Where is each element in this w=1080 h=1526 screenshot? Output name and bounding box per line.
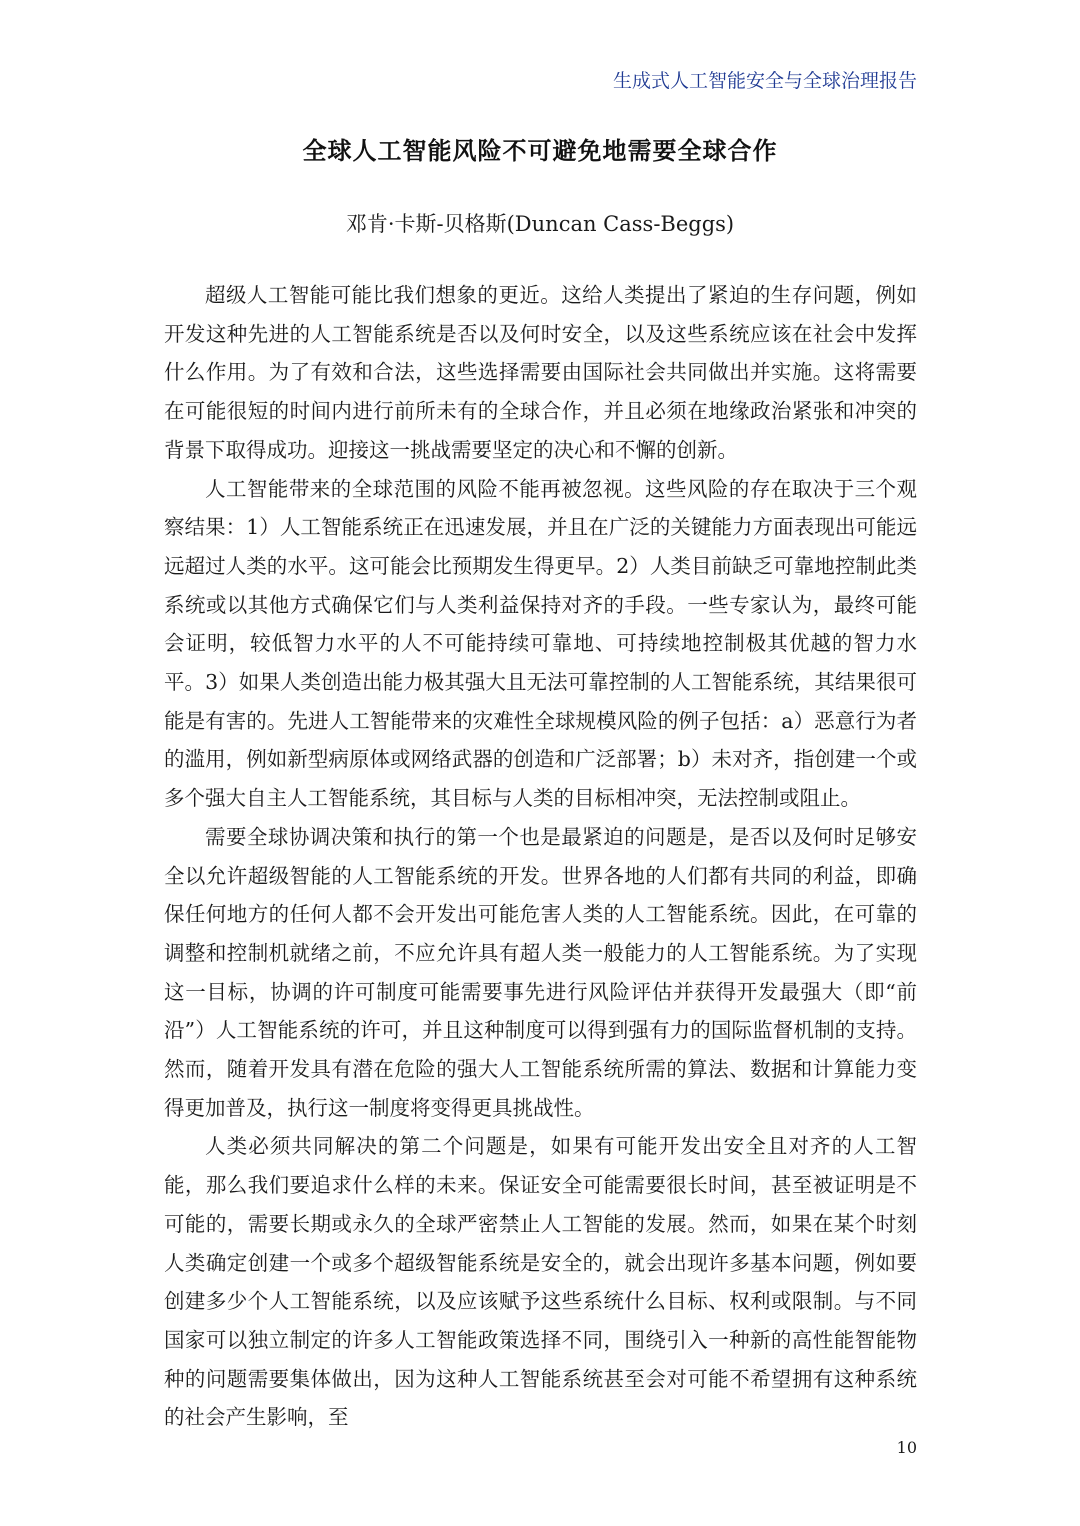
article-author: 邓肯·卡斯-贝格斯(Duncan Cass-Beggs) <box>345 212 735 236</box>
running-header: 生成式人工智能安全与全球治理报告 <box>612 70 917 92</box>
paragraph-1: 超级人工智能可能比我们想象的更近。这给人类提出了紧迫的生存问题，例如开发这种先进的人工智能系统是否以及何时安全，以及这些系统应该在社会中发挥什么作用。为了有效和合法，这些选择需要由国际社会共同做出并实施。这将需要在可能很短的时间内进行前所未有的全球合作，并且必须在地缘政治紧张和冲突的背景下取得成功。迎接这一挑战需要坚定的决心和不懈的创新。 <box>164 283 917 462</box>
paragraph-3: 需要全球协调决策和执行的第一个也是最紧迫的问题是，是否以及何时足够安全以允许超级智能的人工智能系统的开发。世界各地的人们都有共同的利益，即确保任何地方的任何人都不会开发出可能危害人类的人工智能系统。因此，在可靠的调整和控制机就绪之前，不应允许具有超人类一般能力的人工智能系统。为了实现这一目标，协调的许可制度可能需要事先进行风险评估并获得开发最强大（即“前沿”）人工智能系统的许可，并且这种制度可以得到强有力的国际监督机制的支持。然而，随着开发具有潜在危险的强大人工智能系统所需的算法、数据和计算能力变得更加普及，执行这一制度将变得更具挑战性。 <box>164 824 917 1120</box>
page-number: 10 <box>896 1438 917 1457</box>
paragraph-2: 人工智能带来的全球范围的风险不能再被忽视。这些风险的存在取决于三个观察结果：1）人工智能系统正在迅速发展，并且在广泛的关键能力方面表现出可能远远超过人类的水平。这可能会比预期发生得更早。2）人类目前缺乏可靠地控制此类系统或以其他方式确保它们与人类利益保持对齐的手段。一些专家认为，最终可能会证明，较低智力水平的人不可能持续可靠地、可持续地控制极其优越的智力水平。3）如果人类创造出能力极其强大且无法可靠控制的人工智能系统，其结果很可能是有害的。先进人工智能带来的灾难性全球规模风险的例子包括：a）恶意行为者的滥用，例如新型病原体或网络武器的创造和广泛部署；b）未对齐，指创建一个或多个强大自主人工智能系统，其目标与人类的目标相冲突，无法控制或阻止。 <box>164 476 917 811</box>
article-body <box>164 276 917 1437</box>
article-title: 全球人工智能风险不可避免地需要全球合作 <box>302 137 778 165</box>
paragraph-4: 人类必须共同解决的第二个问题是，如果有可能开发出安全且对齐的人工智能，那么我们要追求什么样的未来。保证安全可能需要很长时间，甚至被证明是不可能的，需要长期或永久的全球严密禁止人工智能的发展。然而，如果在某个时刻人类确定创建一个或多个超级智能系统是安全的，就会出现许多基本问题，例如要创建多少个人工智能系统，以及应该赋予这些系统什么目标、权利或限制。与不同国家可以独立制定的许多人工智能政策选择不同，围绕引入一种新的高性能智能物种的问题需要集体做出，因为这种人工智能系统甚至会对可能不希望拥有这种系统的社会产生影响，至 <box>164 1134 917 1430</box>
